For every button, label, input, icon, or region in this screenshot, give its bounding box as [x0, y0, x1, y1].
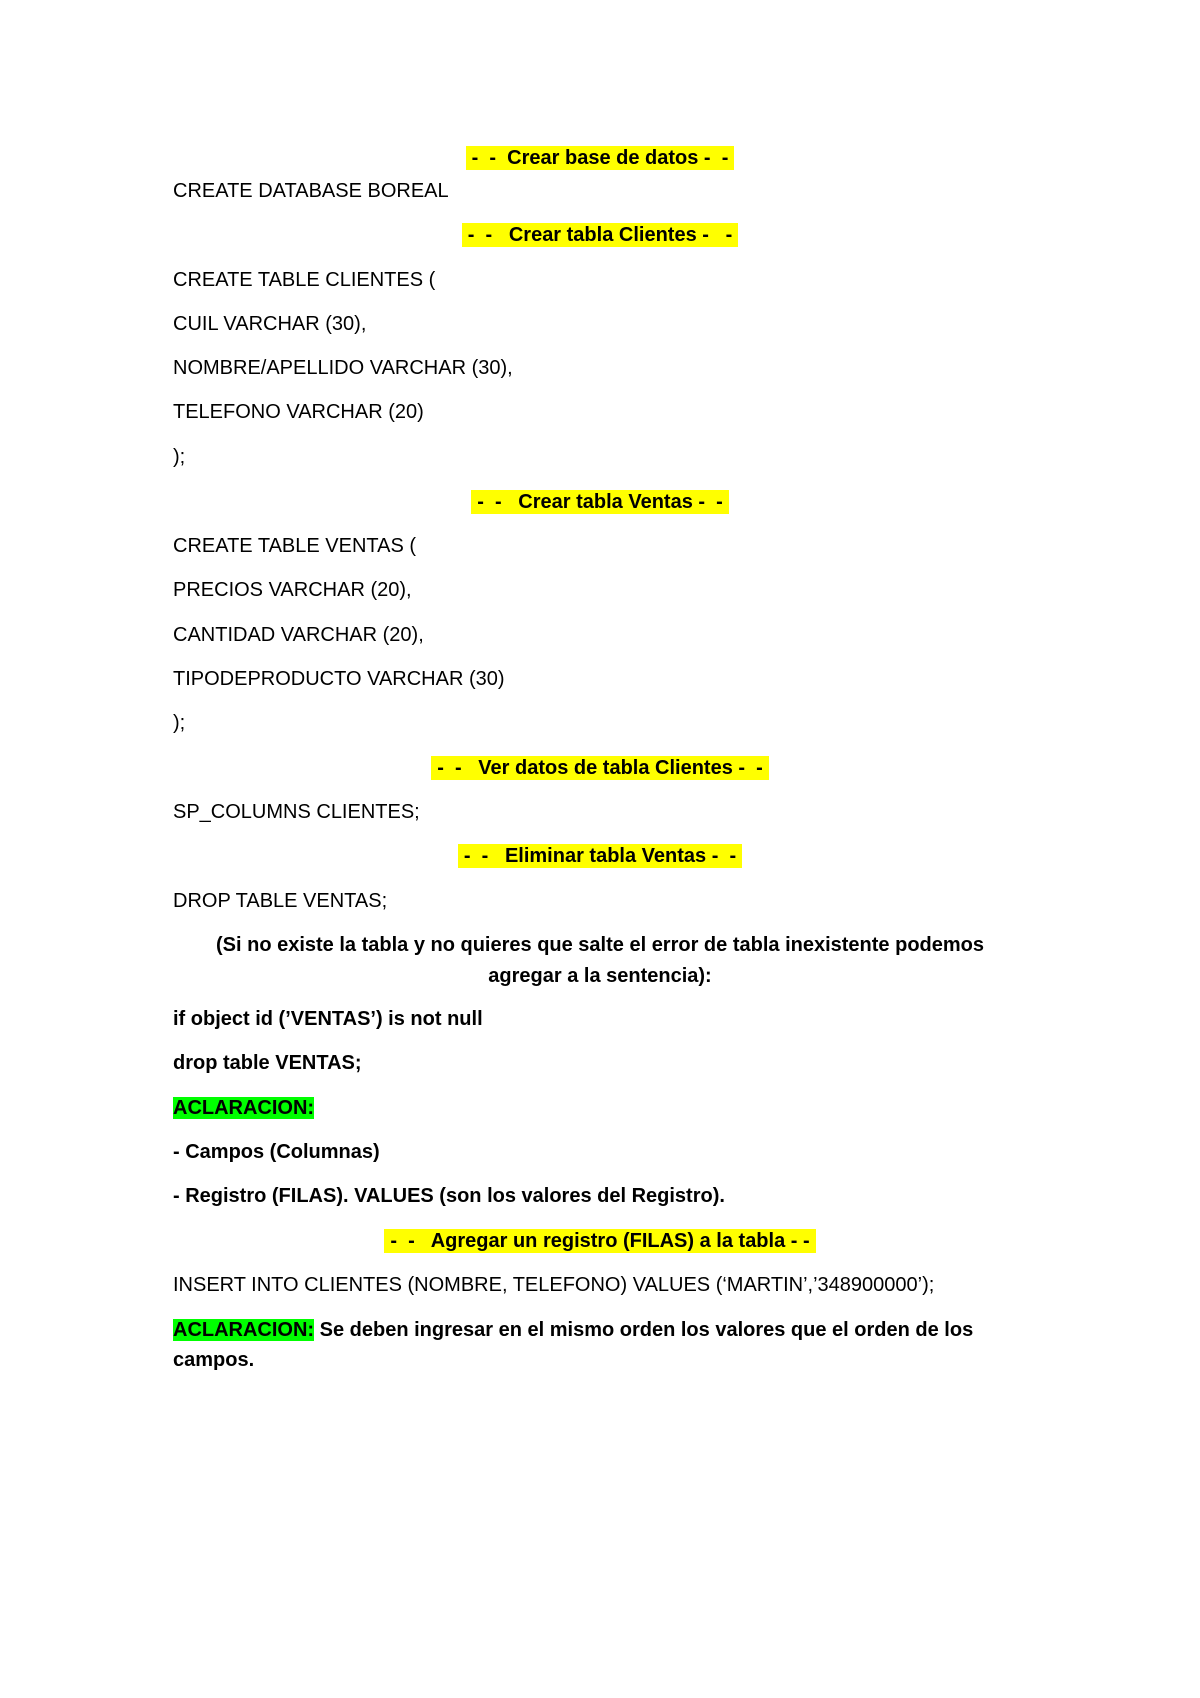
heading-crear-tabla-ventas — [173, 487, 1027, 517]
heading-highlight: - - Crear tabla Clientes - - — [462, 223, 739, 247]
code-line: CUIL VARCHAR (30), — [173, 313, 367, 335]
code-if-object: if object id (’VENTAS’) is not null — [173, 1008, 483, 1030]
code-sp-columns: SP_COLUMNS CLIENTES; — [173, 801, 420, 823]
code-line: ); — [173, 446, 186, 468]
heading-eliminar-tabla-ventas — [173, 841, 1027, 871]
code-line: TELEFONO VARCHAR (20) — [173, 401, 424, 423]
code-line: CREATE TABLE VENTAS ( — [173, 535, 417, 557]
heading-highlight: - - Agregar un registro (FILAS) a la tabla - - — [384, 1229, 815, 1253]
code-line: NOMBRE/APELLIDO VARCHAR (30), — [173, 357, 513, 379]
heading-highlight: - - Crear tabla Ventas - - — [471, 490, 729, 514]
heading-ver-datos-clientes — [173, 753, 1027, 783]
aclaracion-label-2: ACLARACION: — [173, 1319, 315, 1341]
heading-highlight: - - Crear base de datos - - — [466, 146, 735, 170]
heading-highlight: - - Eliminar tabla Ventas - - — [458, 844, 742, 868]
code-drop-table: DROP TABLE VENTAS; — [173, 890, 388, 912]
code-create-database: CREATE DATABASE BOREAL — [173, 180, 449, 202]
code-line: ); — [173, 712, 186, 734]
code-line: PRECIOS VARCHAR (20), — [173, 579, 412, 601]
code-line: CANTIDAD VARCHAR (20), — [173, 624, 424, 646]
heading-agregar-registro — [173, 1226, 1027, 1256]
final-aclaracion-paragraph — [173, 1315, 993, 1375]
code-insert: INSERT INTO CLIENTES (NOMBRE, TELEFONO) VALUES (‘MARTIN’,’348900000’); — [173, 1274, 935, 1296]
heading-highlight: - - Ver datos de tabla Clientes - - — [431, 756, 769, 780]
aclaracion-heading — [173, 1093, 1027, 1123]
registro-note: - Registro (FILAS). VALUES (son los valores del Registro). — [173, 1185, 725, 1207]
aclaracion-label: ACLARACION: — [173, 1097, 315, 1119]
code-line: CREATE TABLE CLIENTES ( — [173, 269, 436, 291]
heading-crear-base-datos — [173, 143, 1027, 173]
campos-note: - Campos (Columnas) — [173, 1141, 380, 1163]
drop-note-line-1: (Si no existe la tabla y no quieres que salte el error de tabla inexistente podemos — [215, 934, 985, 956]
drop-note-line-2: agregar a la sentencia): — [488, 965, 712, 987]
heading-crear-tabla-clientes — [173, 220, 1027, 250]
code-line: TIPODEPRODUCTO VARCHAR (30) — [173, 668, 505, 690]
code-drop-lower: drop table VENTAS; — [173, 1052, 362, 1074]
final-aclaracion-text: Se deben ingresar en el mismo orden los valores que el orden de los campos. — [173, 1319, 974, 1371]
